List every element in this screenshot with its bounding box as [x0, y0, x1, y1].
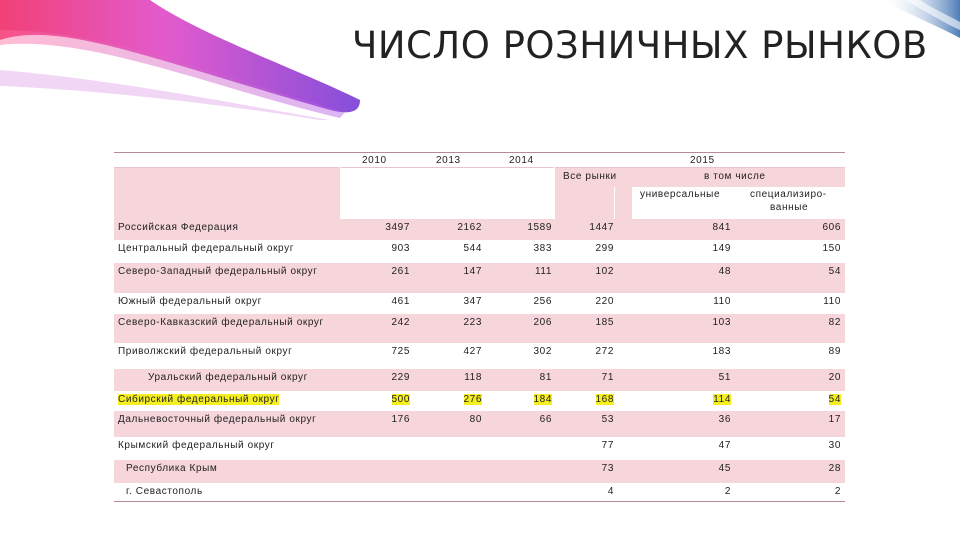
table-row: [114, 293, 845, 314]
retail-markets-table: [114, 152, 845, 502]
row-label-text: Южный федеральный округ: [118, 296, 262, 307]
cell-value: 149: [712, 243, 731, 254]
cell-value: 223: [463, 317, 482, 328]
cell-value: 229: [391, 372, 410, 383]
header-2010: 2010: [362, 155, 387, 166]
row-shading: [114, 460, 845, 483]
row-label: [118, 296, 262, 308]
cell-v2014: [492, 317, 552, 329]
cell-v2013: [422, 243, 482, 255]
cell-v2010: [350, 346, 410, 358]
cell-value: 17: [828, 414, 841, 425]
cell-value: 725: [391, 346, 410, 357]
cell-all: [554, 266, 614, 278]
cell-value: 2162: [457, 222, 482, 233]
row-label-text: Дальневосточный федеральный округ: [118, 414, 317, 425]
header-specialized: специализиро-: [750, 189, 827, 200]
cell-v2013: [422, 296, 482, 308]
cell-value: 47: [718, 440, 731, 451]
row-label-text: Северо-Западный федеральный округ: [118, 266, 318, 277]
header-divider: [554, 167, 555, 219]
table-row: [114, 240, 845, 263]
cell-value: 54: [828, 394, 841, 405]
cell-v2013: [422, 414, 482, 426]
cell-all: [554, 296, 614, 308]
row-label: [118, 394, 279, 406]
row-label-text: Приволжский федеральный округ: [118, 346, 293, 357]
cell-univ: [671, 463, 731, 475]
cell-univ: [671, 372, 731, 384]
cell-value: 1589: [527, 222, 552, 233]
cell-value: 276: [463, 394, 482, 405]
cell-univ: [671, 243, 731, 255]
header-divider: [340, 167, 341, 219]
cell-value: 427: [463, 346, 482, 357]
row-label-text: Российская Федерация: [118, 222, 239, 233]
cell-all: [554, 463, 614, 475]
cell-value: 30: [828, 440, 841, 451]
cell-value: 54: [828, 266, 841, 277]
cell-v2014: [492, 296, 552, 308]
header-2013: 2013: [436, 155, 461, 166]
cell-spec: [781, 486, 841, 498]
cell-spec: [781, 440, 841, 452]
cell-v2010: [350, 317, 410, 329]
row-label: [118, 317, 324, 329]
cell-value: 80: [469, 414, 482, 425]
cell-v2013: [422, 394, 482, 406]
cell-value: 110: [823, 296, 841, 307]
cell-all: [554, 394, 614, 406]
cell-value: 903: [391, 243, 410, 254]
row-label-text: Центральный федеральный округ: [118, 243, 294, 254]
table-row: [114, 343, 845, 369]
cell-v2010: [350, 222, 410, 234]
cell-spec: [781, 414, 841, 426]
cell-univ: [671, 346, 731, 358]
table-row: [114, 219, 845, 240]
cell-v2010: [350, 296, 410, 308]
header-band: [114, 167, 340, 219]
cell-v2014: [492, 243, 552, 255]
cell-value: 841: [712, 222, 731, 233]
cell-value: 261: [391, 266, 410, 277]
cell-value: 185: [595, 317, 614, 328]
cell-v2013: [422, 266, 482, 278]
cell-v2013: [422, 372, 482, 384]
row-label-text: Сибирский федеральный округ: [118, 394, 280, 405]
row-label-text: Северо-Кавказский федеральный округ: [118, 317, 324, 328]
cell-value: 2: [834, 486, 841, 497]
row-label: [126, 463, 217, 475]
cell-value: 20: [828, 372, 841, 383]
cell-v2010: [350, 266, 410, 278]
cell-value: 500: [391, 394, 410, 405]
cell-value: 53: [601, 414, 614, 425]
table-row: [114, 391, 845, 411]
cell-v2014: [492, 266, 552, 278]
cell-value: 256: [533, 296, 552, 307]
header-2014: 2014: [509, 155, 534, 166]
header-divider: [114, 167, 845, 168]
cell-value: 184: [533, 394, 552, 405]
cell-v2010: [350, 243, 410, 255]
row-label: [126, 486, 203, 498]
cell-value: 544: [463, 243, 482, 254]
header-universal: универсальные: [640, 189, 721, 200]
cell-value: 606: [822, 222, 841, 233]
cell-spec: [781, 317, 841, 329]
cell-all: [554, 414, 614, 426]
cell-value: 461: [391, 296, 410, 307]
cell-value: 272: [595, 346, 614, 357]
cell-value: 206: [533, 317, 552, 328]
table-row: [114, 369, 845, 391]
cell-value: 183: [712, 346, 731, 357]
cell-all: [554, 346, 614, 358]
cell-all: [554, 440, 614, 452]
cell-value: 103: [712, 317, 731, 328]
table-row: [114, 460, 845, 483]
cell-univ: [671, 414, 731, 426]
cell-value: 242: [391, 317, 410, 328]
cell-v2014: [492, 372, 552, 384]
cell-v2014: [492, 346, 552, 358]
cell-value: 150: [822, 243, 841, 254]
cell-value: 110: [713, 296, 731, 307]
cell-all: [554, 372, 614, 384]
cell-value: 82: [828, 317, 841, 328]
cell-v2014: [492, 414, 552, 426]
row-label: [148, 372, 308, 384]
cell-value: 176: [391, 414, 410, 425]
cell-value: 299: [595, 243, 614, 254]
cell-v2014: [492, 222, 552, 234]
cell-value: 302: [533, 346, 552, 357]
cell-spec: [781, 463, 841, 475]
cell-value: 71: [601, 372, 614, 383]
cell-v2010: [350, 372, 410, 384]
cell-univ: [671, 440, 731, 452]
slide-title: ЧИСЛО РОЗНИЧНЫХ РЫНКОВ: [352, 24, 928, 67]
cell-value: 89: [828, 346, 841, 357]
cell-v2013: [422, 222, 482, 234]
cell-value: 28: [828, 463, 841, 474]
cell-all: [554, 486, 614, 498]
row-label: [118, 440, 275, 452]
cell-spec: [781, 266, 841, 278]
cell-spec: [781, 346, 841, 358]
cell-value: 347: [463, 296, 482, 307]
header-all-markets: Все рынки: [563, 171, 617, 182]
cell-value: 66: [539, 414, 552, 425]
row-label-text: Республика Крым: [126, 463, 218, 474]
cell-value: 77: [601, 440, 614, 451]
cell-value: 73: [601, 463, 614, 474]
header-2015: 2015: [690, 155, 715, 166]
cell-value: 114: [713, 394, 731, 405]
cell-value: 147: [463, 266, 482, 277]
table-row: [114, 263, 845, 293]
cell-all: [554, 222, 614, 234]
cell-univ: [671, 222, 731, 234]
cell-value: 36: [718, 414, 731, 425]
cell-univ: [671, 486, 731, 498]
cell-value: 3497: [385, 222, 410, 233]
row-label-text: Уральский федеральный округ: [148, 372, 308, 383]
cell-value: 45: [718, 463, 731, 474]
cell-value: 220: [595, 296, 614, 307]
row-label: [118, 222, 239, 234]
cell-value: 2: [724, 486, 731, 497]
cell-univ: [671, 394, 731, 406]
table-row: [114, 483, 845, 501]
row-label: [118, 243, 294, 255]
cell-spec: [781, 372, 841, 384]
cell-v2010: [350, 414, 410, 426]
cell-value: 118: [464, 372, 482, 383]
cell-v2014: [492, 394, 552, 406]
row-label: [118, 266, 318, 278]
header-band: [614, 187, 632, 219]
row-label-text: Крымский федеральный округ: [118, 440, 275, 451]
cell-value: 168: [595, 394, 614, 405]
cell-all: [554, 317, 614, 329]
row-label: [118, 414, 316, 426]
cell-value: 1447: [589, 222, 614, 233]
cell-value: 111: [534, 266, 552, 277]
cell-spec: [781, 243, 841, 255]
cell-v2013: [422, 317, 482, 329]
cell-all: [554, 243, 614, 255]
cell-spec: [781, 222, 841, 234]
cell-v2013: [422, 346, 482, 358]
cell-univ: [671, 266, 731, 278]
header-divider: [614, 187, 615, 219]
cell-value: 383: [533, 243, 552, 254]
header-including: в том числе: [704, 171, 766, 182]
cell-spec: [781, 394, 841, 406]
cell-v2010: [350, 394, 410, 406]
row-label: [118, 346, 292, 358]
table-row: [114, 314, 845, 343]
row-label-text: г. Севастополь: [126, 486, 203, 497]
table-row: [114, 411, 845, 437]
cell-value: 81: [539, 372, 552, 383]
cell-value: 48: [718, 266, 731, 277]
cell-univ: [671, 296, 731, 308]
table-row: [114, 437, 845, 460]
cell-value: 102: [595, 266, 614, 277]
cell-spec: [781, 296, 841, 308]
cell-value: 51: [718, 372, 731, 383]
cell-univ: [671, 317, 731, 329]
cell-value: 4: [607, 486, 614, 497]
header-specialized-cont: ванные: [770, 202, 809, 213]
